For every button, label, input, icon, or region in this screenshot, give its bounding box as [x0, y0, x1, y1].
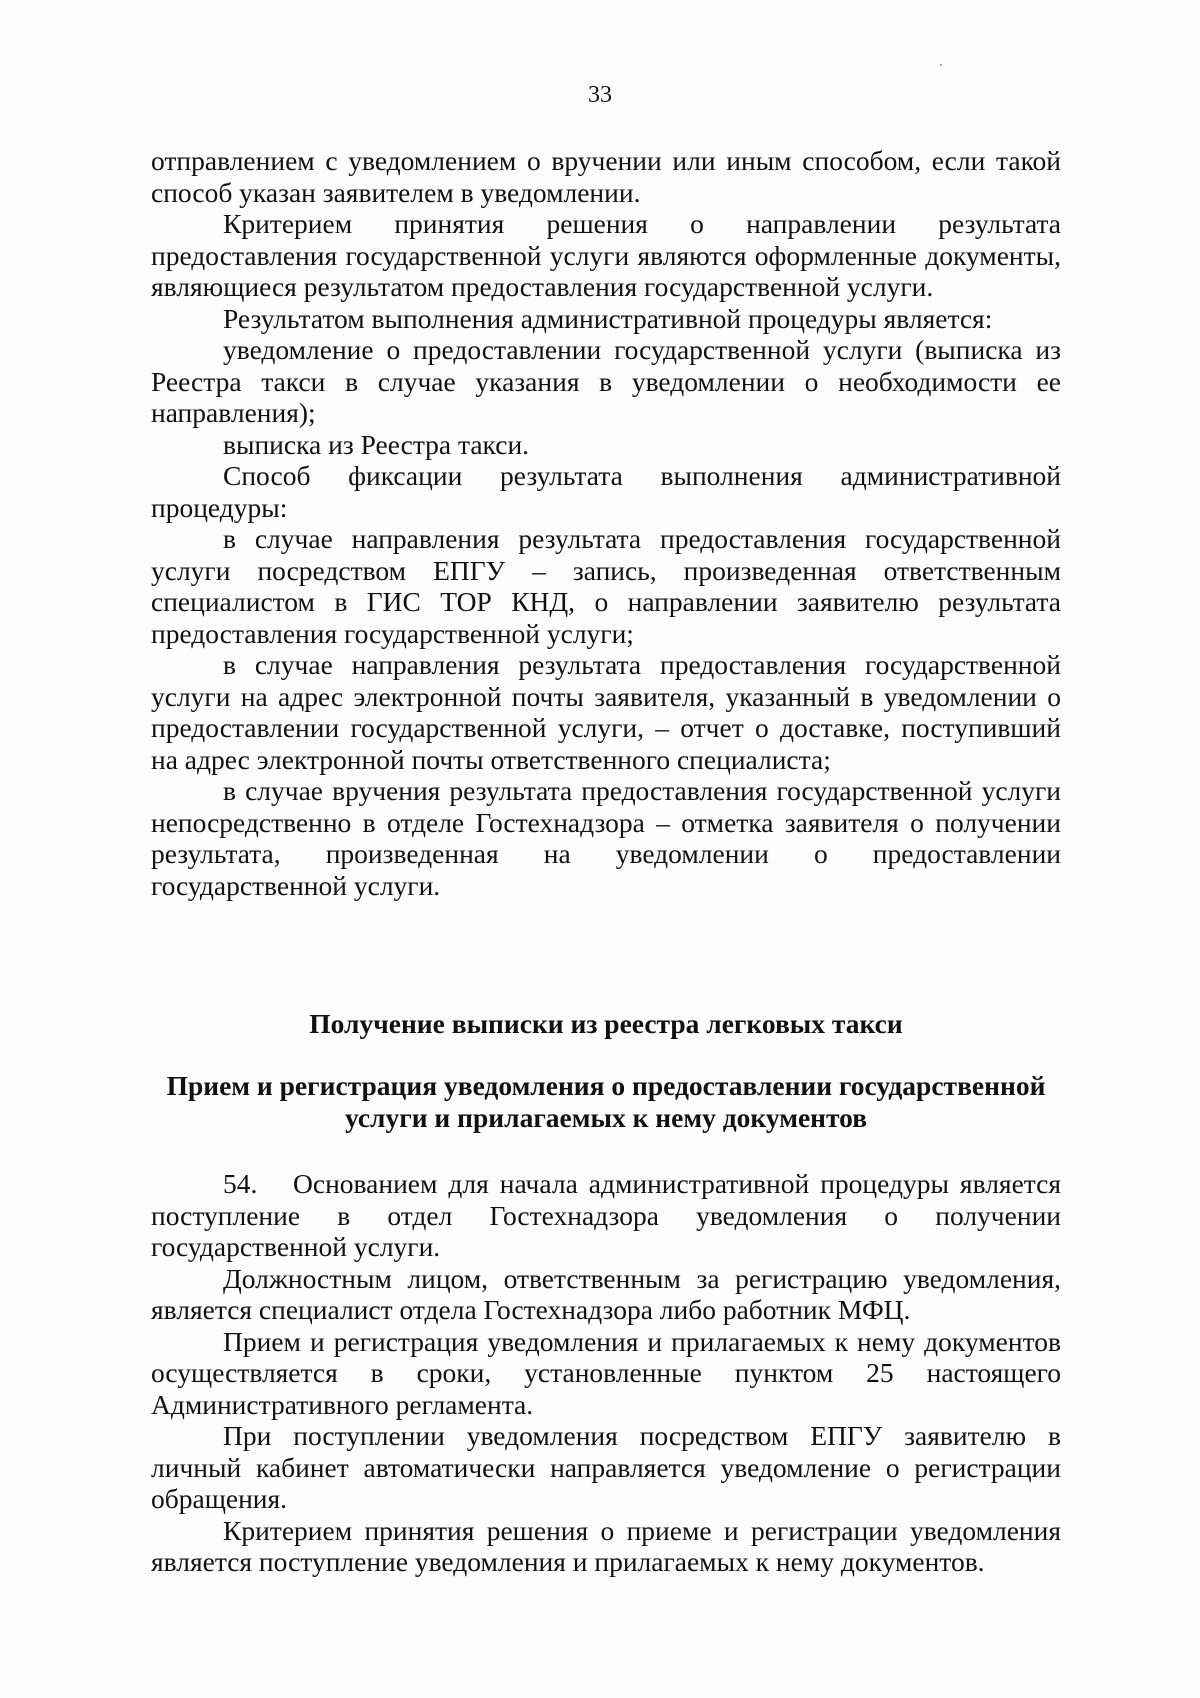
subsection-heading-block	[151, 1070, 1061, 1134]
page-number: 33	[588, 82, 612, 108]
paragraph-fixation-in-person: в случае вручения результата предоставления государственной услуги непосредственно в отделе Гостехнадзора – отметка заявителя о получении результата, произведенная на уведомлении о предоставлении государственной услуги.	[151, 775, 1061, 901]
paragraph-item-54-text: Основанием для начала административной процедуры является поступление в отдел Гостехнадзора уведомления о получении государственной услуги.	[151, 1168, 1061, 1262]
body-text-top	[151, 145, 1061, 901]
paragraph-result-extract: выписка из Реестра такси.	[223, 428, 530, 460]
paragraph-acceptance-criterion: Критерием принятия решения о приеме и регистрации уведомления является поступление уведомления и прилагаемых к нему документов.	[151, 1514, 1061, 1577]
paragraph-fixation-method: Способ фиксации результата выполнения административной процедуры:	[151, 460, 1061, 523]
scan-speck	[940, 64, 942, 66]
item-number: 54.	[223, 1168, 258, 1199]
paragraph-fixation-epgu: в случае направления результата предоставления государственной услуги посредством ЕПГУ – запись, произведенная ответственным специалистом в ГИС ТОР КНД, о направлении заявителю результата предоставления государственной услуги;	[151, 523, 1061, 649]
section-heading-block	[151, 1008, 1061, 1040]
paragraph-epgu-notice: При поступлении уведомления посредством ЕПГУ заявителю в личный кабинет автоматически направляется уведомление о регистрации обращения.	[151, 1420, 1061, 1514]
paragraph-result-intro: Результатом выполнения административной процедуры является:	[223, 302, 993, 334]
paragraph-registration-terms: Прием и регистрация уведомления и прилагаемых к нему документов осуществляется в сроки, установленные пунктом 25 настоящего Административного регламента.	[151, 1325, 1061, 1420]
subsection-heading: Прием и регистрация уведомления о предоставлении государственной услуги и прилагаемых к нему документов	[166, 1070, 1046, 1133]
paragraph-decision-criterion: Критерием принятия решения о направлении результата предоставления государственной услуги являются оформленные документы, являющиеся результатом предоставления государственной услуги.	[151, 208, 1061, 302]
body-text-bottom	[151, 1168, 1061, 1578]
paragraph-result-notice: уведомление о предоставлении государственной услуги (выписка из Реестра такси в случае указания в уведомлении о необходимости ее направления);	[151, 334, 1061, 428]
paragraph-fixation-email: в случае направления результата предоставления государственной услуги на адрес электронной почты заявителя, указанный в уведомлении о предоставлении государственной услуги, – отчет о доставке, поступивший на адрес электронной почты ответственного специалиста;	[151, 649, 1061, 775]
paragraph-continuation: отправлением с уведомлением о вручении или иным способом, если такой способ указан заявителем в уведомлении.	[151, 145, 1061, 208]
paragraph-item-54	[151, 1168, 1061, 1263]
paragraph-responsible-person: Должностным лицом, ответственным за регистрацию уведомления, является специалист отдела Гостехнадзора либо работник МФЦ.	[151, 1262, 1061, 1325]
section-heading: Получение выписки из реестра легковых такси	[309, 1008, 903, 1039]
